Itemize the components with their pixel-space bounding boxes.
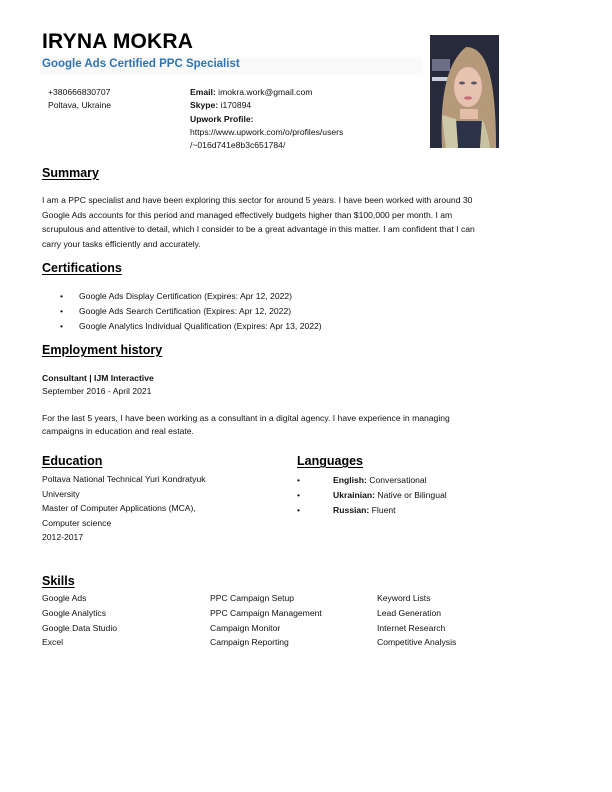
upwork-link-line2[interactable]: /~016d741e8b3c651784/ — [190, 140, 286, 151]
job-title: Google Ads Certified PPC Specialist — [42, 58, 240, 70]
portrait-image — [430, 35, 499, 148]
summary-line: I am a PPC specialist and have been exploring this sector for around 5 years. I have been worked with around 30 — [42, 195, 473, 205]
list-item — [42, 319, 462, 334]
language-level: Native or Bilingual — [375, 490, 447, 500]
education-line: University — [42, 488, 80, 499]
skill-item: Google Data Studio — [42, 622, 118, 633]
skills-column-1 — [42, 591, 117, 650]
list-item — [297, 473, 557, 488]
skill-item: Keyword Lists — [377, 593, 431, 603]
education-line: 2012-2017 — [42, 532, 84, 543]
skills-column-2 — [210, 591, 322, 650]
education-line: Poltava National Technical Yuri Kondratyuk — [42, 474, 206, 484]
language-name: English: — [333, 475, 367, 485]
skill-item: Excel — [42, 637, 64, 648]
section-title-certifications: Certifications — [42, 261, 122, 275]
languages-list — [297, 473, 557, 518]
list-item — [297, 503, 557, 518]
bullet-icon: • — [60, 321, 64, 331]
certification-text: Google Ads Display Certification (Expires: Apr 12, 2022) — [79, 291, 293, 301]
summary-line: Google Ads accounts for this period and managed effectively budgets higher than $100,000 per month. I am — [42, 209, 453, 220]
skill-item: Campaign Reporting — [210, 637, 289, 648]
skype-row — [190, 99, 343, 112]
skill-item: Google Ads — [42, 593, 87, 603]
employment-desc-line: campaigns in education and real estate. — [42, 426, 194, 437]
certification-text: Google Analytics Individual Qualification (Expires: Apr 13, 2022) — [79, 321, 322, 331]
bullet-icon: • — [297, 475, 301, 485]
skills-column-3 — [377, 591, 456, 650]
upwork-label: Upwork Profile: — [190, 113, 254, 124]
candidate-name: IRYNA MOKRA — [42, 30, 194, 53]
email-link[interactable]: imokra.work@gmail.com — [215, 87, 313, 97]
education-line: Computer science — [42, 517, 112, 528]
profile-photo — [430, 35, 499, 148]
skill-item: Campaign Monitor — [210, 622, 281, 633]
employment-role: Consultant | IJM Interactive — [42, 373, 154, 383]
skype-id: i170894 — [218, 100, 252, 111]
section-title-education: Education — [42, 454, 103, 468]
language-name: Ukrainian: — [333, 490, 376, 500]
bullet-icon: • — [297, 490, 301, 500]
employment-desc-line: For the last 5 years, I have been working as a consultant in a digital agency. I have experience in managing — [42, 413, 450, 423]
list-item — [42, 289, 462, 304]
bullet-icon: • — [297, 505, 301, 515]
employment-description — [42, 412, 572, 439]
language-level: Fluent — [369, 505, 396, 515]
bullet-icon: • — [60, 291, 64, 301]
education-line: Master of Computer Applications (MCA), — [42, 503, 196, 514]
section-title-languages: Languages — [297, 454, 363, 468]
summary-line: carry your tasks efficiently and accurately. — [42, 238, 201, 249]
email-label: Email: — [190, 87, 216, 97]
skill-item: PPC Campaign Setup — [210, 593, 295, 603]
education-details — [42, 472, 282, 545]
location: Poltava, Ukraine — [48, 100, 112, 111]
certification-text: Google Ads Search Certification (Expires: Apr 12, 2022) — [79, 306, 292, 316]
bullet-icon: • — [60, 306, 64, 316]
employment-dates: September 2016 - April 2021 — [42, 386, 152, 396]
skill-item: Internet Research — [377, 622, 446, 633]
upwork-link-line1[interactable]: https://www.upwork.com/o/profiles/users — [190, 126, 344, 137]
summary-line: scrupulous and attentive to detail, which I consider to be a great advantage in this matter. I am confident that I can — [42, 224, 475, 235]
skype-label: Skype: — [190, 100, 219, 111]
skill-item: Google Analytics — [42, 607, 107, 618]
list-item — [42, 304, 462, 319]
contact-right — [190, 86, 343, 152]
list-item — [297, 488, 557, 503]
certifications-list — [42, 289, 462, 334]
section-title-employment: Employment history — [42, 343, 163, 357]
email-row — [190, 86, 343, 99]
summary-text — [42, 193, 572, 251]
language-level: Conversational — [366, 475, 427, 485]
skill-item: Lead Generation — [377, 607, 442, 618]
section-title-skills: Skills — [42, 574, 75, 588]
contact-left — [48, 86, 111, 113]
section-title-summary: Summary — [42, 166, 99, 180]
language-name: Russian: — [333, 505, 370, 515]
phone: +380666830707 — [48, 87, 111, 97]
skill-item: PPC Campaign Management — [210, 607, 322, 618]
skill-item: Competitive Analysis — [377, 637, 457, 648]
